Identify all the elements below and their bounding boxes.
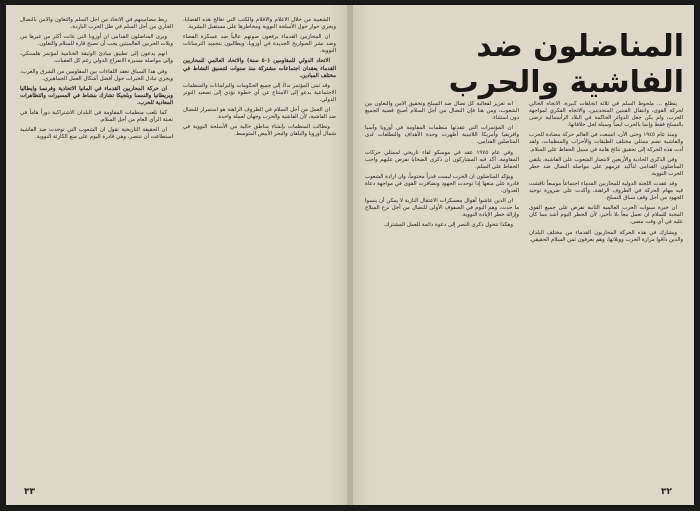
paragraph: ويؤكد المناضلون ان الحرب ليست قدراً محتوماً، وان ارادة الشعوب قادرة على منعها إذا توحدت الجهود وتضافرت القوى في مواجهة دعاة العدوان. bbox=[365, 173, 519, 195]
paragraph-bold: الاتحاد الدولي للمقاومين (٥٠ سنة) والاتحاد العالمي للمحاربين القدماء يعقدان اجتماعات مشتركة منذ سنوات لتنسيق النشاط في مختلف الميادين. bbox=[183, 58, 336, 79]
paragraph: وفي الذكرى الحادية والأربعين لانتصار الشعوب على الفاشية، يلتقي المناضلون القدامى لتأكيد عزمهم على مواصلة النضال ضد خطر الحرب النووية. bbox=[529, 156, 683, 177]
left-page bbox=[6, 5, 347, 505]
paragraph: ان خبرة سنوات الحرب العالمية الثانية تفرض على جميع القوى المحبة للسلام ان تعمل معاً بلا تأخير، لأن الخطر اليوم أشد مما كان عليه في أي وقت مضى. bbox=[529, 205, 683, 226]
article-title: المناضلون ضد الفاشية والحرب bbox=[448, 29, 684, 100]
right-page bbox=[353, 5, 694, 505]
paragraph: انه تعزيز لفعالية كل نضال ضد التسلح وتحقيق الأمن والتعاون بين الشعوب، ومن هنا فإن النضال من أجل السلام أصبح قضية الجميع دون استثناء. bbox=[365, 101, 519, 122]
page-number-left: ٣٣ bbox=[24, 487, 35, 497]
magazine-spread bbox=[6, 5, 694, 505]
paragraph: كما تلعب منظمات المقاومة في البلدان الاشتراكية دوراً هاماً في تعبئة الرأي العام من أجل السلام. bbox=[20, 110, 173, 124]
paragraph: ان المحاربين القدماء يرفعون صوتهم عالياً ضد عسكرة الفضاء وضد نشر الصواريخ الجديدة في أوروبا، ويطالبون بتجميد الترسانات النووية. bbox=[183, 34, 336, 55]
left-page-columns bbox=[20, 17, 336, 472]
right-page-column-right bbox=[529, 101, 683, 473]
right-page-columns bbox=[365, 101, 683, 473]
paragraph: وقد تبنى المؤتمر نداءً إلى جميع الحكومات والبرلمانات والمنظمات الاجتماعية يدعو إلى الامتناع عن أي خطوة تؤدي إلى تصعيد التوتر الدولي. bbox=[183, 82, 336, 103]
paragraph: ان الذين عاشوا أهوال معسكرات الاعتقال النازية لا يمكن أن ينسوا ما حدث، وهم اليوم في الصفوف الأولى للنضال من أجل نزع السلاح وإزالة خطر الإبادة النووية. bbox=[365, 198, 519, 219]
left-page-column-right bbox=[183, 17, 336, 472]
paragraph: ان العمل من أجل السلام في الظروف الراهنة هو استمرار للنضال ضد الفاشية، لأن الفاشية والحرب وجهان لعملة واحدة. bbox=[183, 107, 336, 121]
paragraph: ويشارك في هذه الحركة المحاربون القدماء من مختلف البلدان والذين ذاقوا مرارة الحرب وويلاتها، وهم يعرفون ثمن السلام الحقيقي. bbox=[529, 229, 683, 243]
paragraph: وقد عقدت اللجنة الدولية للمحاربين القدماء اجتماعاً موسعاً ناقشت فيه مهام الحركة في الظروف الراهنة، وأكدت على ضرورة توحيد الجهود من أجل وقف سباق التسلح. bbox=[529, 180, 683, 202]
paragraph: ربط مضامينهم في الاتحاد من أجل السلم والتعاون والأمن بالنضال الجاري من أجل السلم في ظل الحرب الباردة. bbox=[20, 17, 173, 31]
paragraph: ويرى المناضلون القدامى ان أوروبا التي عانت أكثر من غيرها من ويلات الحربين العالميتين يجب أن تصبح قارة للسلام والتعاون. bbox=[20, 34, 173, 48]
right-page-column-left bbox=[365, 101, 519, 473]
paragraph: وفي هذا السياق تعقد اللقاءات بين المقاومين من الشرق والغرب، ويجري تبادل الخبرات حول أفضل أشكال العمل الجماهيري. bbox=[20, 68, 173, 82]
paragraph: الشعبية من خلال الأعلام والأفلام والكتب التي تعالج هذه القضايا، ويجري حوار حول الأسلحة النووية ومخاطرها على مستقبل البشرية. bbox=[183, 17, 336, 31]
page-number-right: ٣٢ bbox=[661, 487, 672, 497]
paragraph: ان الحقيقة التاريخية تقول ان الشعوب التي توحدت ضد الفاشية استطاعت أن تنتصر، وهي قادرة اليوم على منع الكارثة النووية. bbox=[20, 127, 173, 141]
paragraph: ومنذ عام ١٩٤٥ وحتى الآن، اتسعت في العالم حركة مضادة للحرب والفاشية تضم ممثلي مختلف الطبقات والأحزاب والمنظمات، ولقد أدت هذه الحركة إلى تحقيق نتائج هامة في سبيل الحفاظ على السلام. bbox=[529, 132, 683, 153]
paragraph: وهكذا تتحول ذكرى النصر إلى دعوة دائمة للعمل المشترك. bbox=[383, 222, 513, 229]
paragraph: انهم يدعون إلى تطبيق مبادئ الوثيقة الختامية لمؤتمر هلسنكي، وإلى مواصلة مسيرة الانفراج الدولي رغم كل العقبات. bbox=[20, 51, 173, 65]
paragraph: ان المؤتمرات التي عقدتها منظمات المقاومة في أوروبا وآسيا وافريقيا وأمريكا اللاتينية أظهرت وحدة الأهداف والتطلعات لدى المناضلين القدامى. bbox=[365, 125, 519, 146]
paragraph-bold: ان حركة المحاربين القدماء في المانيا الاتحادية وفرنسا وايطاليا وبريطانيا والنمسا وبلجيكا تشارك بنشاط في المسيرات والتظاهرات المعادية للحرب. bbox=[20, 85, 173, 106]
paragraph: وتطالب المنظمات بإنشاء مناطق خالية من الأسلحة النووية في شمال أوروبا والبلقان والبحر الأبيض المتوسط. bbox=[183, 124, 336, 138]
left-page-column-left bbox=[20, 17, 173, 472]
paragraph: وفي عام ١٩٧٥ عقد في موسكو لقاء تاريخي لممثلي حركات المقاومة، أكد فيه المشاركون ان ذكرى الضحايا تفرض عليهم واجب الحفاظ على السلم. bbox=[365, 149, 519, 170]
paragraph: يتطلع ... ملحوظ السلم في ثلاثة اتجاهات كبيرة، الاتجاه الحالي لحركة القوى، وانتقال الفيتين المتحديتين، والاتجاه الفكري لمواجهة الحرب، ولم يكن جعل الدوائر الحاكمة في البلاد الرأسمالية ترضى بالتسلح فقط وإنما بالحرب ايضاً وسيلة لحل خلافاتها. bbox=[529, 101, 683, 129]
